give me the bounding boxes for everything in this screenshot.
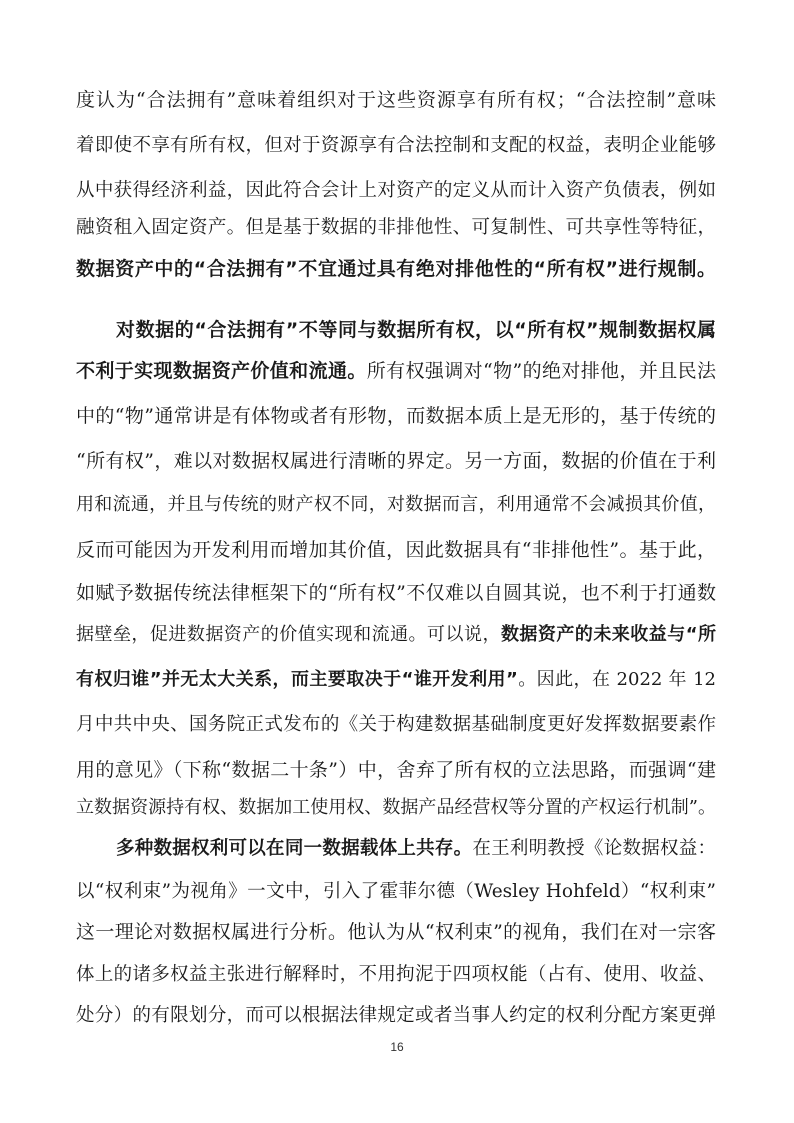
text-span: 据壁垒，促进数据资产的价值实现和流通。可以说， <box>76 624 501 645</box>
text-line <box>76 176 716 206</box>
text-line <box>76 535 716 565</box>
text-span: 着即使不享有所有权，但对于资源享有合法控制和支配的权益，表明企业能够 <box>76 135 716 156</box>
text-line <box>76 578 716 608</box>
text-line <box>76 85 716 115</box>
bold-text-span: 多种数据权利可以在同一数据载体上共存。 <box>116 838 473 859</box>
text-line <box>76 620 716 650</box>
text-span: 用和流通，并且与传统的财产权不同，对数据而言，利用通常不会减损其价值， <box>76 494 716 515</box>
text-span: 度认为“合法拥有”意味着组织对于这些资源享有所有权；“合法控制”意味 <box>76 89 716 111</box>
text-line <box>76 131 716 161</box>
text-span: 在王利明教授《论数据权益： <box>472 838 716 859</box>
text-line <box>76 665 716 695</box>
text-span: 所有权强调对“物”的绝对排他，并且民法 <box>366 360 716 382</box>
text-span: 用的意见》（下称“数据二十条”）中，舍弃了所有权的立法思路，而强调“建 <box>76 759 716 781</box>
text-line <box>76 254 716 284</box>
text-span: 处分）的有限划分，而可以根据法律规定或者当事人约定的权利分配方案更弹 <box>76 1005 716 1026</box>
text-span: 这一理论对数据权属进行分析。他认为从“权利束”的视角，我们在对一宗客 <box>76 921 716 943</box>
text-line <box>76 356 716 386</box>
bold-text-span: 有权归谁”并无太大关系，而主要取决于“谁开发利用” <box>76 669 518 690</box>
text-span: 月中共中央、国务院正式发布的《关于构建数据基础制度更好发挥数据要素作 <box>76 714 716 735</box>
text-line <box>76 213 716 243</box>
text-span: 从中获得经济利益，因此符合会计上对资产的定义从而计入资产负债表，例如 <box>76 180 716 201</box>
page-number: 16 <box>390 1040 404 1054</box>
text-line <box>76 960 716 990</box>
text-line <box>76 877 716 907</box>
text-line <box>76 1001 716 1031</box>
text-span: 融资租入固定资产。但是基于数据的非排他性、可复制性、可共享性等特征， <box>76 217 716 238</box>
text-span: 立数据资源持有权、数据加工使用权、数据产品经营权等分置的产权运行机制”。 <box>76 797 716 818</box>
bold-text-span: 数据资产的未来收益与“所 <box>500 624 716 645</box>
text-line <box>76 917 716 947</box>
text-line <box>116 315 716 345</box>
text-line <box>116 834 716 864</box>
text-span: 中的“物”通常讲是有体物或者有形物，而数据本质上是无形的，基于传统的 <box>76 405 716 427</box>
bold-text-span: 不利于实现数据资产价值和流通。 <box>76 360 367 382</box>
text-span: 。因此，在 2022 年 12 <box>517 669 716 690</box>
text-line <box>76 755 716 785</box>
text-line <box>76 710 716 740</box>
text-span: “所有权”，难以对数据权属进行清晰的界定。另一方面，数据的价值在于利 <box>76 450 716 472</box>
bold-text-span: 数据资产中的“合法拥有”不宜通过具有绝对排他性的“所有权”进行规制。 <box>76 258 716 280</box>
text-span: 以“权利束”为视角》一文中，引入了霍菲尔德（Wesley Hohfeld）“权利束” <box>76 881 716 902</box>
text-line <box>76 490 716 520</box>
text-span: 反而可能因为开发利用而增加其价值，因此数据具有“非排他性”。基于此， <box>76 539 716 561</box>
bold-text-span: 对数据的“合法拥有”不等同与数据所有权，以“所有权”规制数据权属 <box>116 319 716 341</box>
text-span: 如赋予数据传统法律框架下的“所有权”不仅难以自圆其说，也不利于打通数 <box>76 582 716 604</box>
text-span: 体上的诸多权益主张进行解释时，不用拘泥于四项权能（占有、使用、收益、 <box>76 964 716 985</box>
text-line <box>76 401 716 431</box>
text-line <box>76 793 716 823</box>
text-line <box>76 446 716 476</box>
